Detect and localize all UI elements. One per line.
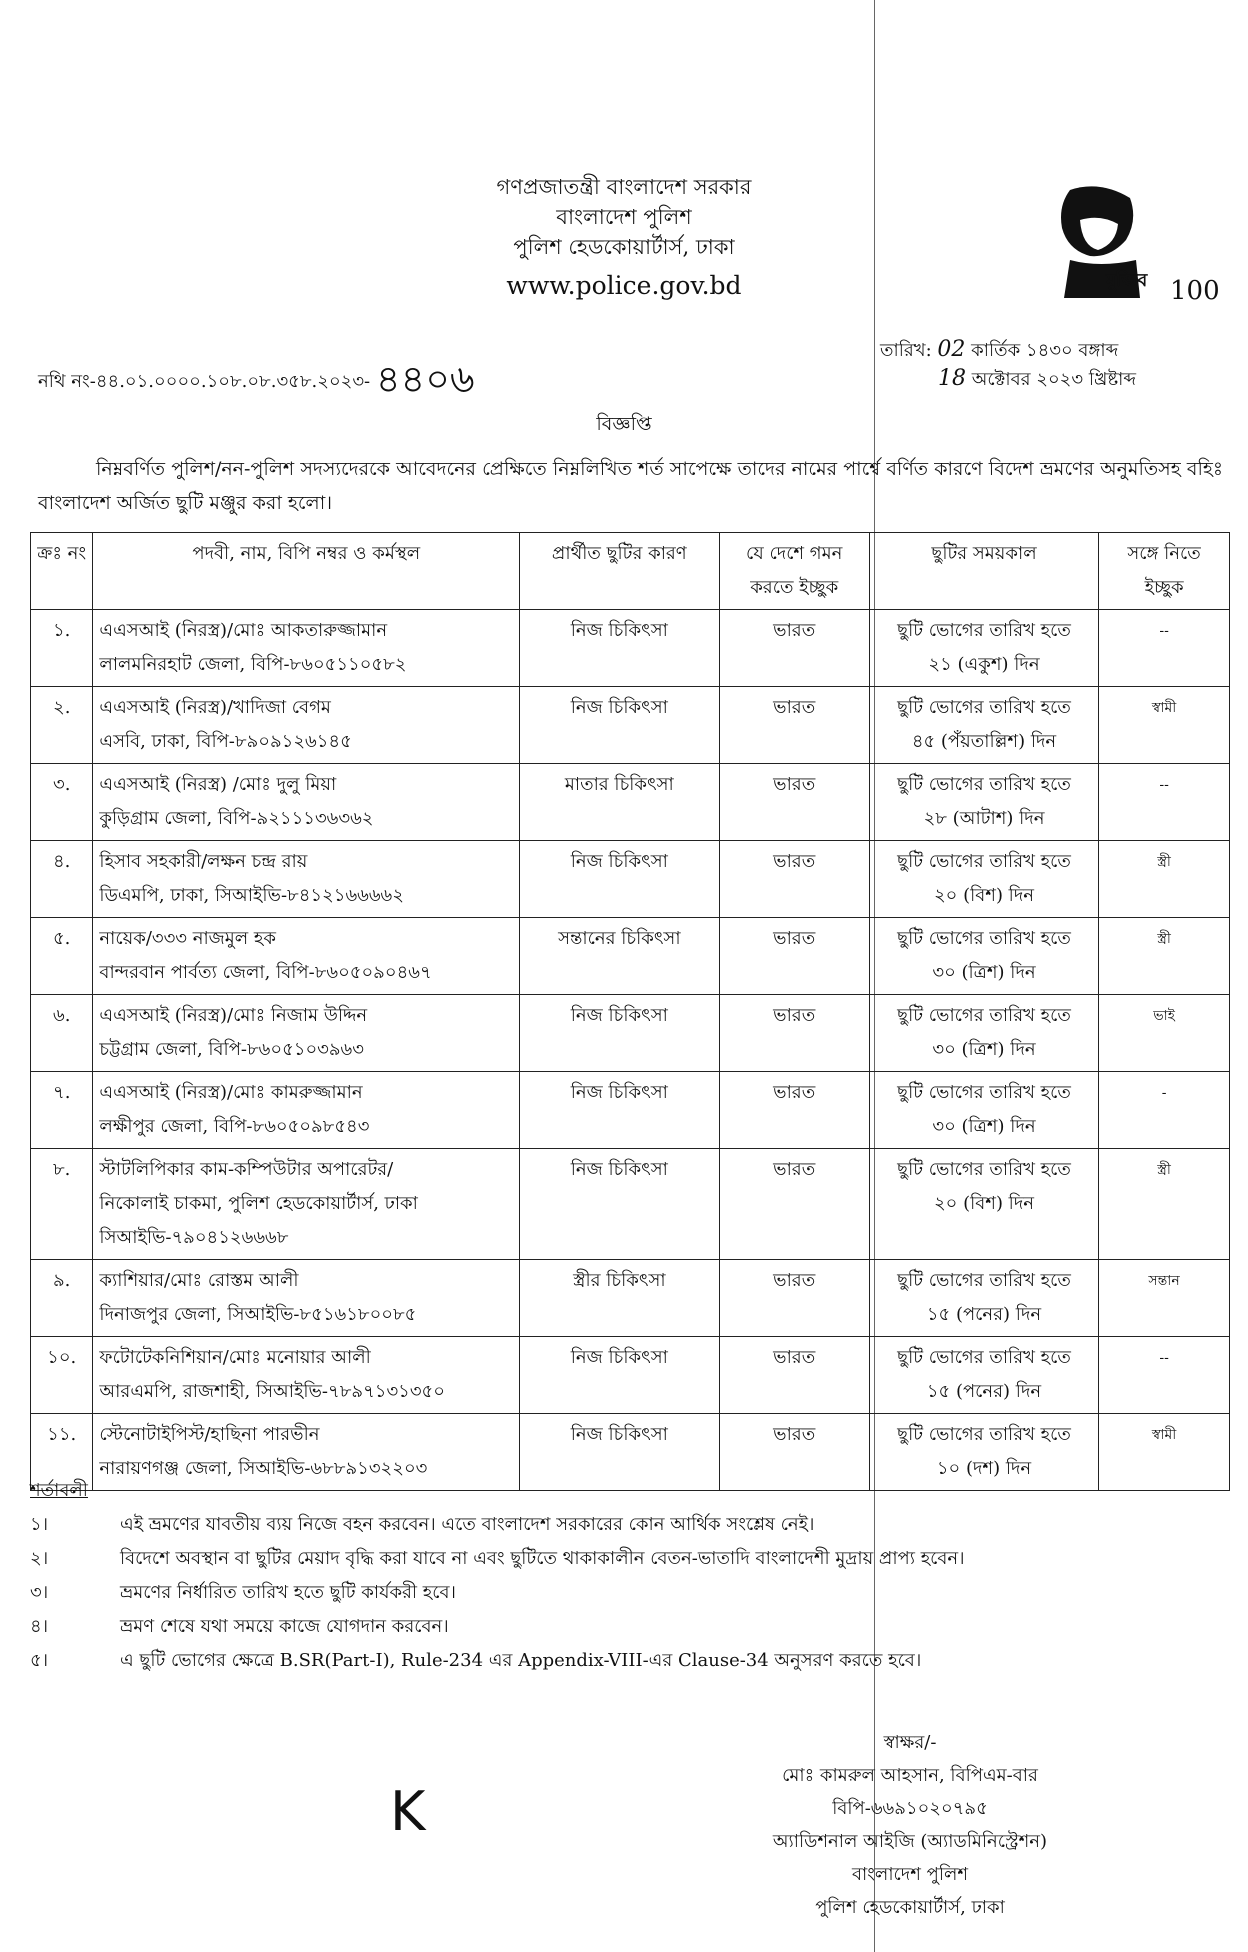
row-person-line: ডিএমপি, ঢাকা, সিআইভি-৮৪১২১৬৬৬৬২ bbox=[99, 885, 404, 906]
row-period bbox=[869, 841, 1098, 918]
row-period-line: ছুটি ভোগের তারিখ হতে bbox=[897, 1005, 1071, 1026]
notice-title: বিজ্ঞপ্তি bbox=[596, 413, 652, 435]
row-reason: মাতার চিকিৎসা bbox=[520, 764, 719, 841]
row-person bbox=[93, 764, 520, 841]
row-person-line: এএসআই (নিরস্ত্র) /মোঃ দুলু মিয়া bbox=[99, 774, 337, 795]
row-person-line: সিআইভি-৭৯০৪১২৬৬৬৮ bbox=[99, 1227, 289, 1248]
logo-number: 100 bbox=[1170, 276, 1220, 306]
row-country: ভারত bbox=[719, 610, 869, 687]
table-row bbox=[31, 1149, 1230, 1260]
row-companion: স্ত্রী bbox=[1099, 1149, 1230, 1260]
terms-list bbox=[30, 1508, 1230, 1678]
term-item bbox=[30, 1576, 1230, 1610]
row-period-days: ২১ (একুশ) দিন bbox=[928, 654, 1040, 675]
row-country: ভারত bbox=[719, 687, 869, 764]
row-period-line: ছুটি ভোগের তারিখ হতে bbox=[897, 851, 1071, 872]
row-country: ভারত bbox=[719, 1337, 869, 1414]
row-companion: - bbox=[1099, 1072, 1230, 1149]
signatory-name: মোঃ কামরুল আহসান, বিপিএম-বার bbox=[782, 1765, 1038, 1786]
header-name: পদবী, নাম, বিপি নম্বর ও কর্মস্থল bbox=[93, 533, 520, 610]
row-period-days: ৪৫ (পঁয়তাল্লিশ) দিন bbox=[911, 731, 1057, 752]
row-period-line: ছুটি ভোগের তারিখ হতে bbox=[897, 928, 1071, 949]
table-row bbox=[31, 995, 1230, 1072]
row-person-line: স্টেনোটাইপিস্ট/হাছিনা পারভীন bbox=[99, 1424, 320, 1445]
row-companion: স্বামী bbox=[1099, 1414, 1230, 1491]
row-period bbox=[869, 1414, 1098, 1491]
term-number: ৩। bbox=[30, 1582, 49, 1603]
row-person-line: লালমনিরহাট জেলা, বিপি-৮৬০৫১১০৫৮২ bbox=[99, 654, 407, 675]
row-reason: স্ত্রীর চিকিৎসা bbox=[520, 1260, 719, 1337]
row-period-line: ছুটি ভোগের তারিখ হতে bbox=[897, 1424, 1071, 1445]
row-period-line: ছুটি ভোগের তারিখ হতে bbox=[897, 1159, 1071, 1180]
row-period-line: ছুটি ভোগের তারিখ হতে bbox=[897, 1270, 1071, 1291]
row-person-line: চট্টগ্রাম জেলা, বিপি-৮৬০৫১০৩৯৬৩ bbox=[99, 1039, 364, 1060]
row-period bbox=[869, 764, 1098, 841]
signatory-bp: বিপি-৬৬৯১০২০৭৯৫ bbox=[832, 1798, 988, 1819]
row-companion: -- bbox=[1099, 610, 1230, 687]
row-serial: ৯. bbox=[31, 1260, 93, 1337]
row-period-days: ২৮ (আটাশ) দিন bbox=[923, 808, 1045, 829]
row-country: ভারত bbox=[719, 764, 869, 841]
row-serial: ২. bbox=[31, 687, 93, 764]
row-person-line: এএসআই (নিরস্ত্র)/খাদিজা বেগম bbox=[99, 697, 331, 718]
memo-number-handwritten: ৪৪০৬ bbox=[375, 357, 475, 401]
term-item bbox=[30, 1542, 1230, 1576]
row-person bbox=[93, 995, 520, 1072]
row-reason: নিজ চিকিৎসা bbox=[520, 610, 719, 687]
row-companion: -- bbox=[1099, 1337, 1230, 1414]
row-companion: স্ত্রী bbox=[1099, 841, 1230, 918]
header-reason: প্রার্থীত ছুটির কারণ bbox=[520, 533, 719, 610]
notice-intro: নিম্নবর্ণিত পুলিশ/নন-পুলিশ সদস্যদেরকে আবেদনের প্রেক্ষিতে নিম্নলিখিত শর্ত সাপেক্ষে তাদের নামের পার্শ্বে বর্ণিত কারণে বিদেশ ভ্রমণের অনুমতিসহ বহিঃ বাংলাদেশ অর্জিত ছুটি মঞ্জুর করা হলো। bbox=[38, 458, 1223, 514]
table-row bbox=[31, 1072, 1230, 1149]
department-name: বাংলাদেশ পুলিশ bbox=[556, 205, 692, 229]
mujib-100-logo bbox=[1040, 180, 1220, 306]
row-person bbox=[93, 687, 520, 764]
row-person-line: হিসাব সহকারী/লক্ষন চন্দ্র রায় bbox=[99, 851, 308, 872]
row-country: ভারত bbox=[719, 841, 869, 918]
row-person bbox=[93, 1414, 520, 1491]
row-person-line: ফটোটেকনিশিয়ান/মোঃ মনোয়ার আলী bbox=[99, 1347, 371, 1368]
row-period-line: ছুটি ভোগের তারিখ হতে bbox=[897, 697, 1071, 718]
row-person bbox=[93, 1337, 520, 1414]
term-text: এ ছুটি ভোগের ক্ষেত্রে B.SR(Part-I), Rule-234 এর Appendix-VIII-এর Clause-34 অনুসরণ করতে হবে। bbox=[120, 1650, 922, 1671]
row-serial: ৪. bbox=[31, 841, 93, 918]
row-country: ভারত bbox=[719, 918, 869, 995]
row-person-line: কুড়িগ্রাম জেলা, বিপি-৯২১১১৩৬৩৬২ bbox=[99, 808, 374, 829]
row-person bbox=[93, 610, 520, 687]
row-period-days: ৩০ (ত্রিশ) দিন bbox=[932, 1116, 1036, 1137]
row-serial: ৫. bbox=[31, 918, 93, 995]
date-label: তারিখ: bbox=[880, 340, 932, 361]
row-period bbox=[869, 1260, 1098, 1337]
term-number: ১। bbox=[30, 1514, 49, 1535]
header-companion: সঙ্গে নিতে ইচ্ছুক bbox=[1099, 533, 1230, 610]
row-reason: নিজ চিকিৎসা bbox=[520, 687, 719, 764]
row-period bbox=[869, 1337, 1098, 1414]
terms-heading: শর্তাবলী bbox=[30, 1480, 88, 1501]
row-period bbox=[869, 610, 1098, 687]
table-row bbox=[31, 610, 1230, 687]
row-person-line: নায়েক/৩৩৩ নাজমুল হক bbox=[99, 928, 276, 949]
row-period bbox=[869, 1072, 1098, 1149]
table-header-row bbox=[31, 533, 1230, 610]
memo-number bbox=[38, 350, 475, 414]
table-row bbox=[31, 1414, 1230, 1491]
row-person bbox=[93, 918, 520, 995]
row-period-days: ৩০ (ত্রিশ) দিন bbox=[932, 1039, 1036, 1060]
row-period-days: ১৫ (পনের) দিন bbox=[926, 1381, 1042, 1402]
date-block bbox=[880, 336, 1136, 394]
row-companion: স্বামী bbox=[1099, 687, 1230, 764]
row-period-days: ২০ (বিশ) দিন bbox=[933, 1193, 1035, 1214]
row-period-days: ২০ (বিশ) দিন bbox=[933, 885, 1035, 906]
term-number: ৪। bbox=[30, 1616, 49, 1637]
website-url[interactable]: www.police.gov.bd bbox=[506, 271, 742, 300]
row-period-days: ৩০ (ত্রিশ) দিন bbox=[932, 962, 1036, 983]
row-period-line: ছুটি ভোগের তারিখ হতে bbox=[897, 1347, 1071, 1368]
english-date: অক্টোবর ২০২৩ খ্রিষ্টাব্দ bbox=[971, 369, 1137, 390]
row-serial: ১১. bbox=[31, 1414, 93, 1491]
row-serial: ৬. bbox=[31, 995, 93, 1072]
row-reason: নিজ চিকিৎসা bbox=[520, 841, 719, 918]
row-companion: স্ত্রী bbox=[1099, 918, 1230, 995]
row-person bbox=[93, 1149, 520, 1260]
bangla-day: 02 bbox=[937, 337, 966, 362]
row-reason: নিজ চিকিৎসা bbox=[520, 995, 719, 1072]
government-name: গণপ্রজাতন্ত্রী বাংলাদেশ সরকার bbox=[496, 175, 752, 199]
row-country: ভারত bbox=[719, 1260, 869, 1337]
row-person-line: এসবি, ঢাকা, বিপি-৮৯০৯১২৬১৪৫ bbox=[99, 731, 352, 752]
memo-number-printed: নথি নং-৪৪.০১.০০০০.১০৮.০৮.৩৫৮.২০২৩- bbox=[38, 371, 371, 392]
row-reason: নিজ চিকিৎসা bbox=[520, 1337, 719, 1414]
row-serial: ১. bbox=[31, 610, 93, 687]
signatory-department: বাংলাদেশ পুলিশ bbox=[851, 1864, 969, 1885]
row-period-line: ছুটি ভোগের তারিখ হতে bbox=[897, 1082, 1071, 1103]
row-country: ভারত bbox=[719, 1149, 869, 1260]
row-person-line: এএসআই (নিরস্ত্র)/মোঃ কামরুজ্জামান bbox=[99, 1082, 363, 1103]
table-row bbox=[31, 1337, 1230, 1414]
row-period-days: ১০ (দশ) দিন bbox=[936, 1458, 1032, 1479]
row-serial: ৩. bbox=[31, 764, 93, 841]
row-person-line: আরএমপি, রাজশাহী, সিআইভি-৭৮৯৭১৩১৩৫০ bbox=[99, 1381, 445, 1402]
term-item bbox=[30, 1508, 1230, 1542]
term-text: বিদেশে অবস্থান বা ছুটির মেয়াদ বৃদ্ধি করা যাবে না এবং ছুটিতে থাকাকালীন বেতন-ভাতাদি বাংলাদেশী মুদ্রায় প্রাপ্য হবেন। bbox=[120, 1548, 965, 1569]
leave-table bbox=[30, 532, 1230, 1491]
term-text: এই ভ্রমণের যাবতীয় ব্যয় নিজে বহন করবেন। এতে বাংলাদেশ সরকারের কোন আর্থিক সংশ্লেষ নেই। bbox=[120, 1514, 815, 1535]
row-person-line: বান্দরবান পার্বত্য জেলা, বিপি-৮৬০৫০৯০৪৬৭ bbox=[99, 962, 432, 983]
row-person-line: স্টাটলিপিকার কাম-কম্পিউটার অপারেটর/ bbox=[99, 1159, 394, 1180]
table-row bbox=[31, 764, 1230, 841]
row-serial: ১০. bbox=[31, 1337, 93, 1414]
row-country: ভারত bbox=[719, 1414, 869, 1491]
row-reason: সন্তানের চিকিৎসা bbox=[520, 918, 719, 995]
term-item bbox=[30, 1610, 1230, 1644]
table-row bbox=[31, 841, 1230, 918]
signatory-office: পুলিশ হেডকোয়ার্টার্স, ঢাকা bbox=[815, 1897, 1005, 1918]
row-reason: নিজ চিকিৎসা bbox=[520, 1149, 719, 1260]
row-companion: সন্তান bbox=[1099, 1260, 1230, 1337]
header-serial: ক্রঃ নং bbox=[31, 533, 93, 610]
row-person bbox=[93, 1260, 520, 1337]
row-person-line: দিনাজপুর জেলা, সিআইভি-৮৫১৬১৮০০৮৫ bbox=[99, 1304, 417, 1325]
row-country: ভারত bbox=[719, 1072, 869, 1149]
signature-block bbox=[720, 1726, 1100, 1924]
row-serial: ৭. bbox=[31, 1072, 93, 1149]
row-serial: ৮. bbox=[31, 1149, 93, 1260]
row-period-line: ছুটি ভোগের তারিখ হতে bbox=[897, 620, 1071, 641]
header-period: ছুটির সময়কাল bbox=[869, 533, 1098, 610]
table-row bbox=[31, 687, 1230, 764]
row-companion: -- bbox=[1099, 764, 1230, 841]
row-country: ভারত bbox=[719, 995, 869, 1072]
term-item bbox=[30, 1644, 1230, 1678]
header-country: যে দেশে গমন করতে ইচ্ছুক bbox=[719, 533, 869, 610]
term-number: ৫। bbox=[30, 1650, 49, 1671]
term-text: ভ্রমণের নির্ধারিত তারিখ হতে ছুটি কার্যকরী হবে। bbox=[120, 1582, 456, 1603]
signatory-designation: অ্যাডিশনাল আইজি (অ্যাডমিনিস্ট্রেশন) bbox=[772, 1831, 1048, 1852]
english-day: 18 bbox=[938, 366, 966, 391]
row-person-line: লক্ষীপুর জেলা, বিপি-৮৬০৫০৯৮৫৪৩ bbox=[99, 1116, 370, 1137]
signature-label: স্বাক্ষর/- bbox=[883, 1732, 937, 1753]
row-period bbox=[869, 995, 1098, 1072]
logo-text: মুজিব bbox=[1106, 270, 1148, 291]
row-period-days: ১৫ (পনের) দিন bbox=[926, 1304, 1042, 1325]
table-row bbox=[31, 1260, 1230, 1337]
table-row bbox=[31, 918, 1230, 995]
row-period bbox=[869, 1149, 1098, 1260]
row-companion: ভাই bbox=[1099, 995, 1230, 1072]
handwritten-mark: K bbox=[390, 1780, 426, 1843]
row-person-line: ক্যাশিয়ার/মোঃ রোস্তম আলী bbox=[99, 1270, 299, 1291]
office-name: পুলিশ হেডকোয়ার্টার্স, ঢাকা bbox=[513, 235, 735, 259]
row-person-line: নিকোলাই চাকমা, পুলিশ হেডকোয়ার্টার্স, ঢাকা bbox=[99, 1193, 418, 1214]
term-text: ভ্রমণ শেষে যথা সময়ে কাজে যোগদান করবেন। bbox=[120, 1616, 449, 1637]
row-person-line: এএসআই (নিরস্ত্র)/মোঃ আকতারুজ্জামান bbox=[99, 620, 388, 641]
row-person bbox=[93, 1072, 520, 1149]
row-period-line: ছুটি ভোগের তারিখ হতে bbox=[897, 774, 1071, 795]
bangla-date: কার্তিক ১৪৩০ বঙ্গাব্দ bbox=[971, 340, 1119, 361]
row-reason: নিজ চিকিৎসা bbox=[520, 1072, 719, 1149]
row-person bbox=[93, 841, 520, 918]
row-person-line: নারায়ণগঞ্জ জেলা, সিআইভি-৬৮৮৯১৩২২০৩ bbox=[99, 1458, 428, 1479]
row-reason: নিজ চিকিৎসা bbox=[520, 1414, 719, 1491]
row-person-line: এএসআই (নিরস্ত্র)/মোঃ নিজাম উদ্দিন bbox=[99, 1005, 368, 1026]
term-number: ২। bbox=[30, 1548, 49, 1569]
row-period bbox=[869, 687, 1098, 764]
row-period bbox=[869, 918, 1098, 995]
